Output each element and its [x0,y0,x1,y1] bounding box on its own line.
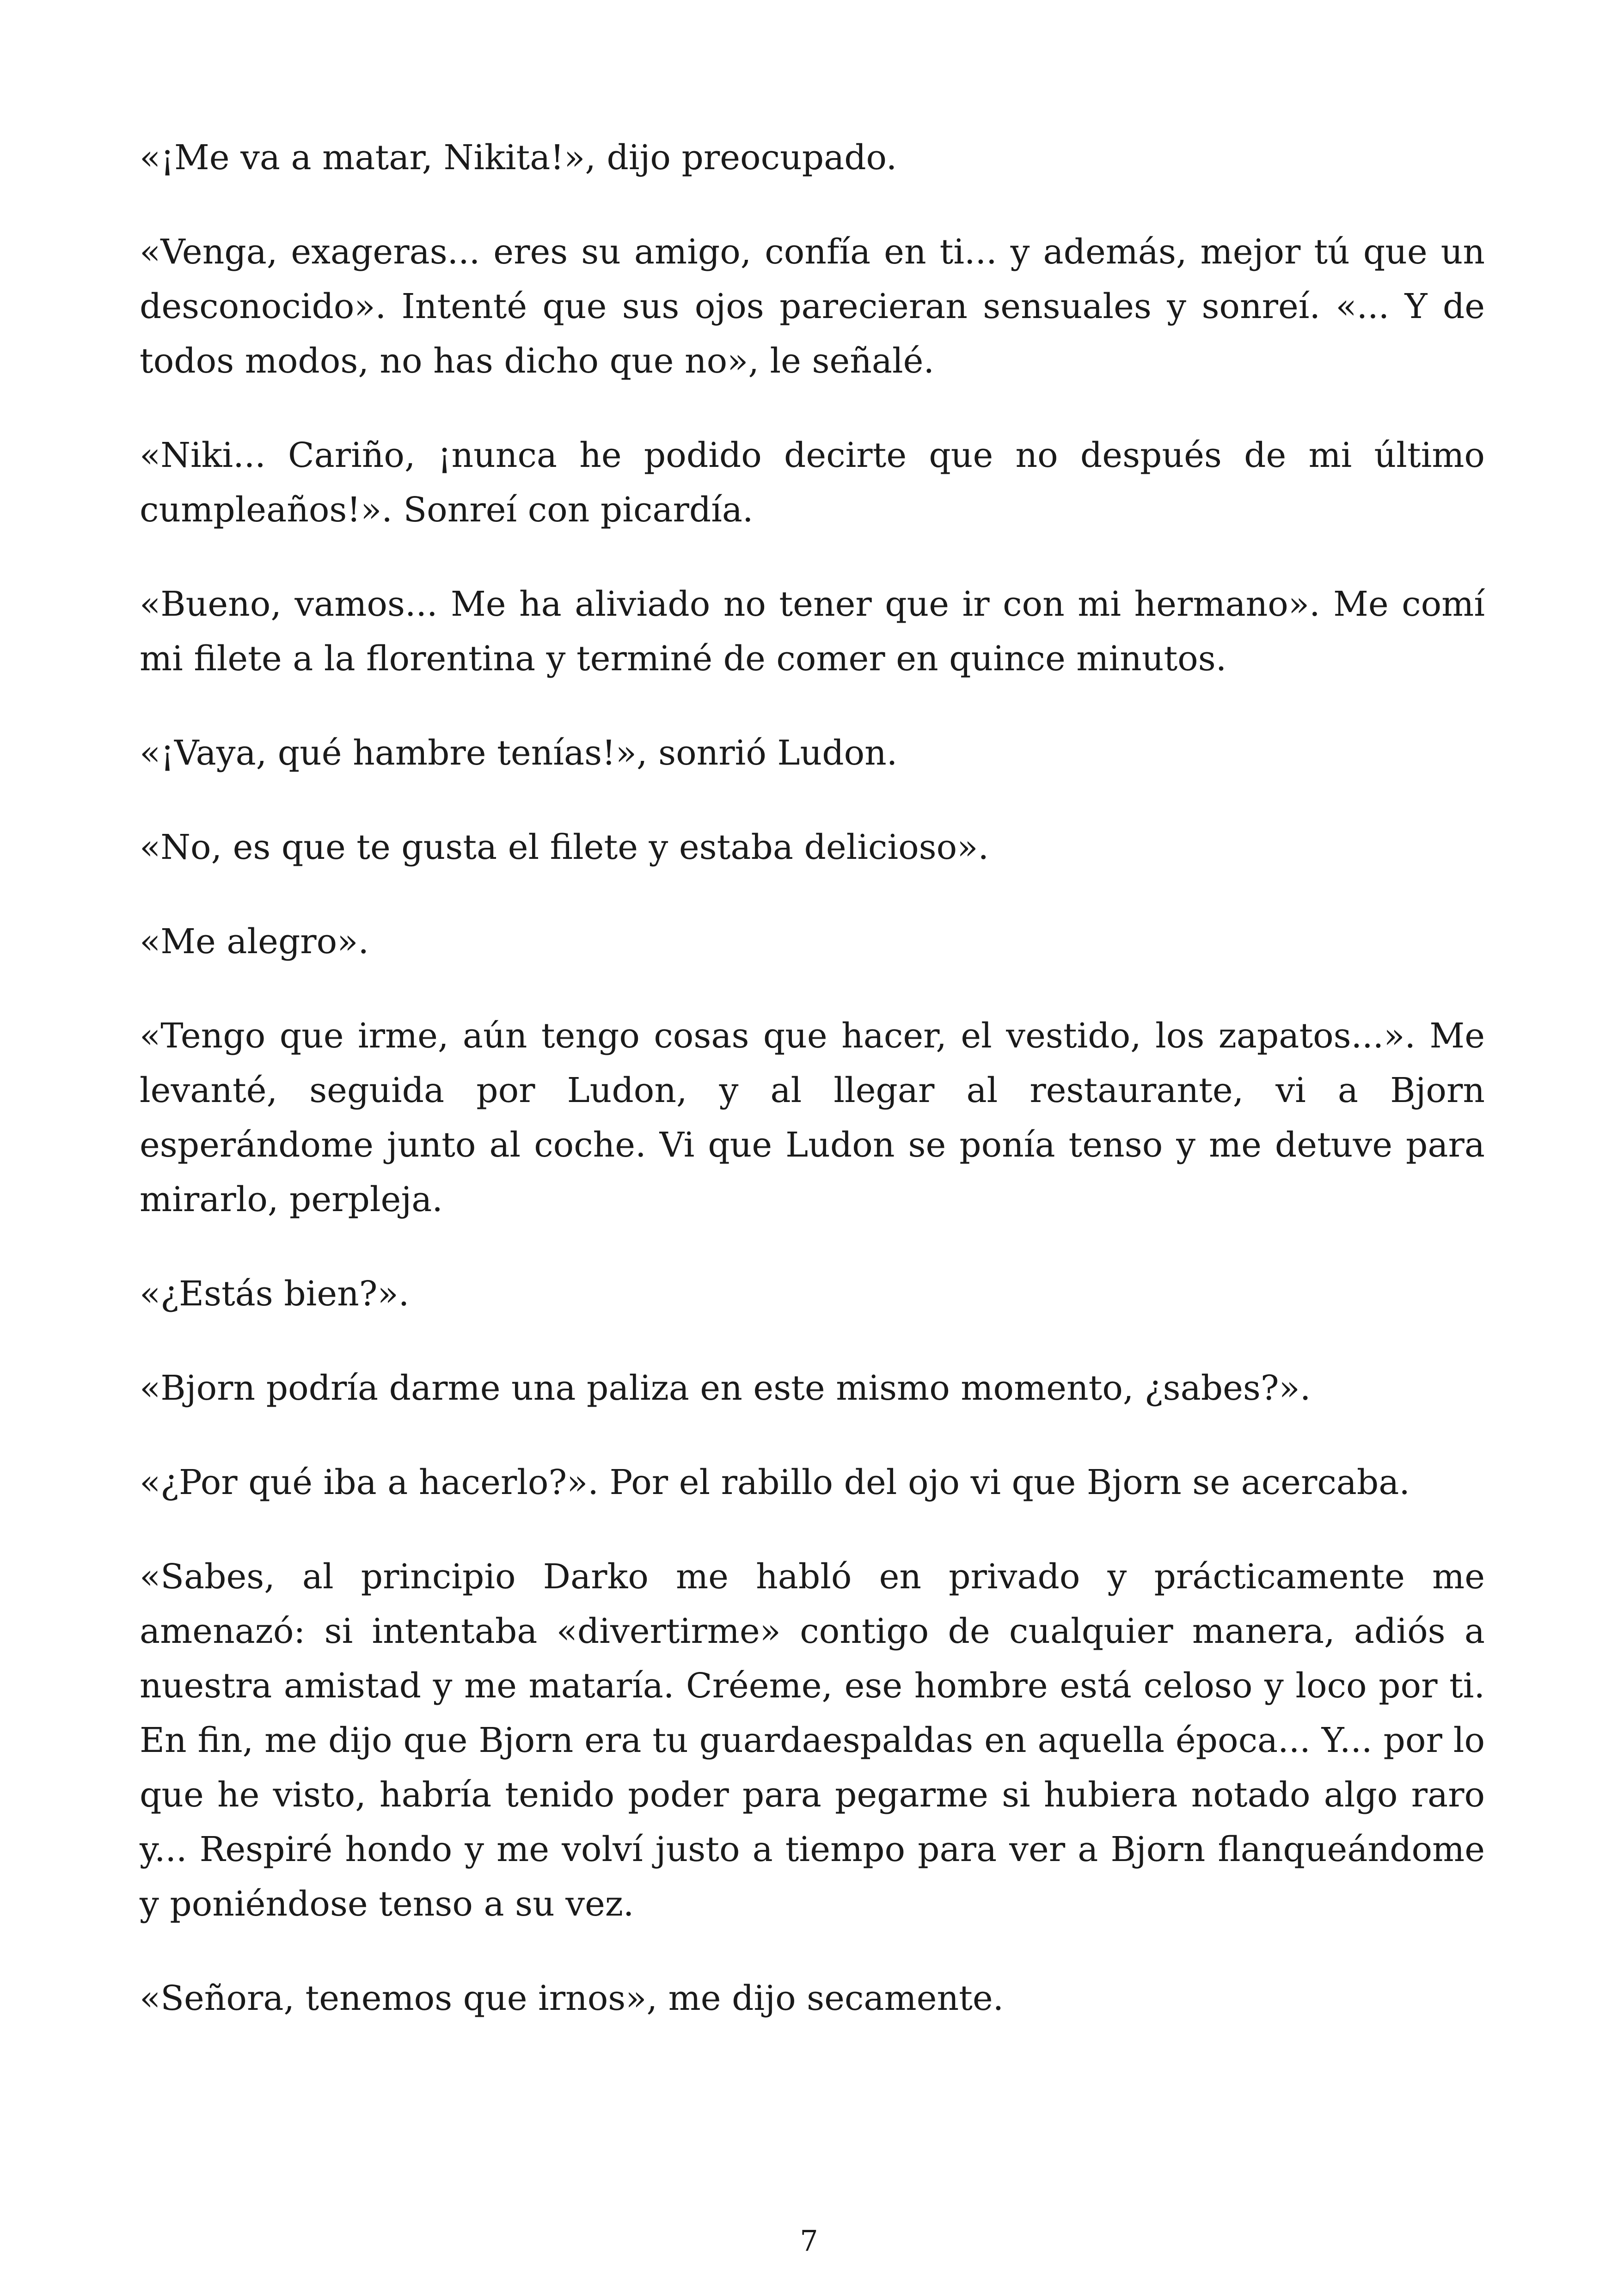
paragraph: «¿Estás bien?». [140,1274,410,1314]
paragraph: «Venga, exageras... eres su amigo, confía en ti... y además, mejor tú que un desconocido». Intenté que sus ojos parecieran sensuales y sonreí. «... Y de todos modos, no has dicho que no», le señalé. [140,232,1485,381]
paragraph: «¡Me va a matar, Nikita!», dijo preocupado. [140,138,897,178]
paragraph: «Señora, tenemos que irnos», me dijo secamente. [140,1978,1004,2018]
paragraph: «No, es que te gusta el filete y estaba delicioso». [140,827,989,867]
paragraph: «Sabes, al principio Darko me habló en privado y prácticamente me amenazó: si intentaba «divertirme» contigo de cualquier manera, adiós a nuestra amistad y me mataría. Créeme, ese hombre está celoso y loco por ti. En fin, me dijo que Bjorn era tu guardaespaldas en aquella época... Y... por lo que he visto, habría tenido poder para pegarme si hubiera notado algo raro y... Respiré hondo y me volví justo a tiempo para ver a Bjorn flanqueándome y poniéndose tenso a su vez. [140,1557,1485,1924]
paragraph: «¡Vaya, qué hambre tenías!», sonrió Ludon. [140,733,898,773]
paragraph: «Bueno, vamos... Me ha aliviado no tener que ir con mi hermano». Me comí mi filete a la florentina y terminé de comer en quince minutos. [140,584,1485,679]
paragraph: «Tengo que irme, aún tengo cosas que hacer, el vestido, los zapatos...». Me levanté, seguida por Ludon, y al llegar al restaurante, vi a Bjorn esperándome junto al coche. Vi que Ludon se ponía tenso y me detuve para mirarlo, perpleja. [140,1016,1485,1219]
page-number: 7 [800,2224,818,2258]
paragraph: «Me alegro». [140,922,369,961]
paragraph: «¿Por qué iba a hacerlo?». Por el rabillo del ojo vi que Bjorn se acercaba. [140,1463,1410,1502]
paragraph: «Niki... Cariño, ¡nunca he podido decirte que no después de mi último cumpleaños!». Sonreí con picardía. [140,435,1485,530]
body-text [140,130,1485,2065]
paragraph: «Bjorn podría darme una paliza en este mismo momento, ¿sabes?». [140,1368,1311,1408]
